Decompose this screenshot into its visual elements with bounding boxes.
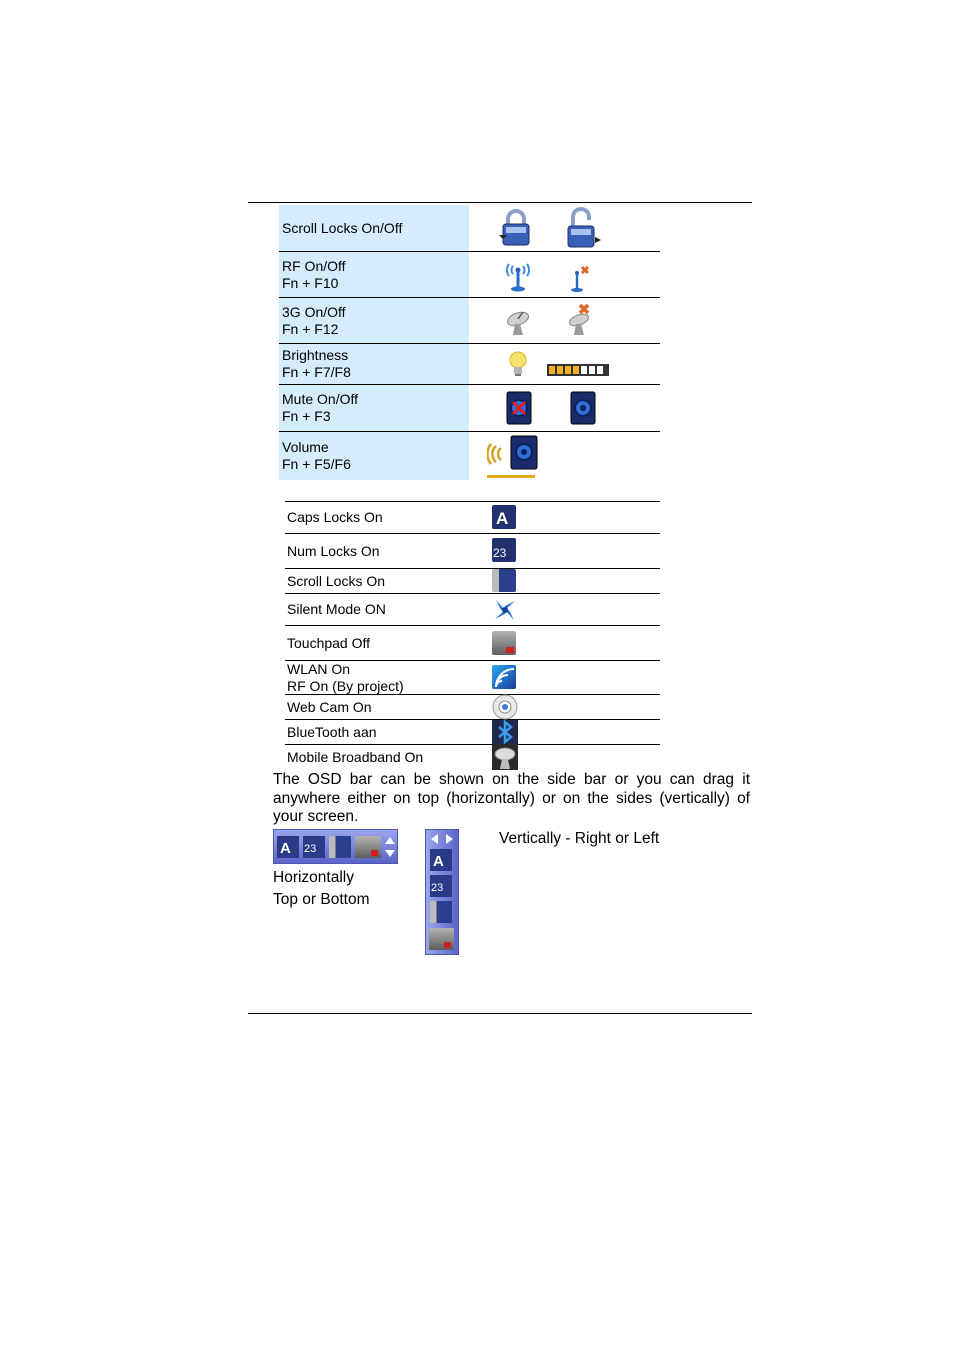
row-label: Web Cam On: [287, 698, 372, 715]
padlock-open-icon: [564, 207, 602, 249]
bottom-rule: [248, 1013, 752, 1014]
scroll-arrows-icon[interactable]: [384, 835, 396, 859]
wlan-icon: [492, 665, 516, 689]
horizontal-caption: Horizontally: [273, 869, 354, 886]
osd-bar-vertical: [425, 829, 459, 955]
silent-mode-icon: [492, 597, 518, 628]
num-lock-icon: 23: [303, 836, 325, 858]
osd-bar-horizontal: [273, 829, 398, 864]
antenna-on-icon: [503, 260, 533, 292]
table-row: [279, 432, 660, 480]
table-row: [279, 385, 660, 432]
horizontal-caption-position: Top or Bottom: [273, 891, 370, 908]
row-shortcut: Fn + F3: [282, 408, 331, 424]
row-label: WLAN On: [287, 660, 351, 677]
fn-key-table: [279, 205, 660, 480]
table-row: [285, 502, 660, 534]
row-label: Scroll Locks On/Off: [282, 219, 403, 236]
padlock-closed-icon: [499, 209, 533, 247]
row-label: Volume: [282, 439, 329, 455]
vertical-caption: Vertically - Right or Left: [499, 830, 660, 847]
row-label: Touchpad Off: [287, 634, 371, 651]
scroll-lock-icon: [492, 569, 516, 592]
table-row: [279, 298, 660, 344]
osd-description: The OSD bar can be shown on the side bar or you can drag it anywhere either on top (horizontally) or on the sides (vertically) of your screen.: [273, 771, 750, 825]
table-row: [285, 661, 660, 695]
caps-lock-icon: A: [277, 836, 299, 858]
lightbulb-icon: [507, 350, 529, 378]
caps-lock-icon: A: [430, 849, 452, 871]
speaker-icon: [569, 390, 597, 426]
num-lock-icon: 23: [492, 538, 516, 562]
touchpad-off-icon: [355, 836, 381, 858]
table-row: [285, 626, 660, 661]
row-sublabel: RF On (By project): [287, 677, 404, 694]
table-row: [279, 205, 660, 252]
status-icon-table: [285, 501, 660, 769]
row-shortcut: Fn + F12: [282, 320, 339, 337]
row-label: BlueTooth aan: [287, 723, 377, 740]
scroll-lock-icon: [329, 836, 351, 858]
row-label: Scroll Locks On: [287, 572, 386, 589]
top-rule: [248, 202, 752, 203]
table-row: [279, 344, 660, 385]
satellite-dish-off-icon: [566, 302, 596, 338]
satellite-dish-on-icon: [503, 306, 533, 338]
speaker-muted-icon: [505, 390, 533, 426]
touchpad-off-icon: [492, 631, 516, 655]
row-label: Num Locks On: [287, 542, 380, 559]
table-row: [285, 720, 660, 745]
row-shortcut: Fn + F5/F6: [282, 456, 351, 472]
brightness-level-icon: [547, 364, 609, 376]
num-lock-icon: 23: [430, 875, 452, 897]
row-label: Caps Locks On: [287, 509, 383, 525]
caps-lock-icon: A: [492, 505, 516, 529]
row-label: Brightness: [282, 347, 349, 363]
scroll-lock-icon: [430, 901, 452, 923]
table-row: [285, 594, 660, 626]
scroll-arrows-icon[interactable]: [429, 833, 455, 845]
row-label: Mute On/Off: [282, 391, 358, 407]
table-row: [285, 569, 660, 594]
row-label: Mobile Broadband On: [287, 748, 424, 765]
table-row: [285, 745, 660, 769]
row-label: 3G On/Off: [282, 303, 346, 320]
row-label: Silent Mode ON: [287, 601, 386, 617]
table-row: [285, 534, 660, 569]
row-shortcut: Fn + F10: [282, 274, 339, 291]
row-label: RF On/Off: [282, 257, 346, 274]
table-row: [285, 695, 660, 720]
touchpad-off-icon: [429, 928, 454, 950]
row-shortcut: Fn + F7/F8: [282, 364, 351, 380]
table-row: [279, 252, 660, 298]
speaker-sound-icon: [487, 434, 543, 480]
antenna-off-icon: [569, 264, 595, 294]
